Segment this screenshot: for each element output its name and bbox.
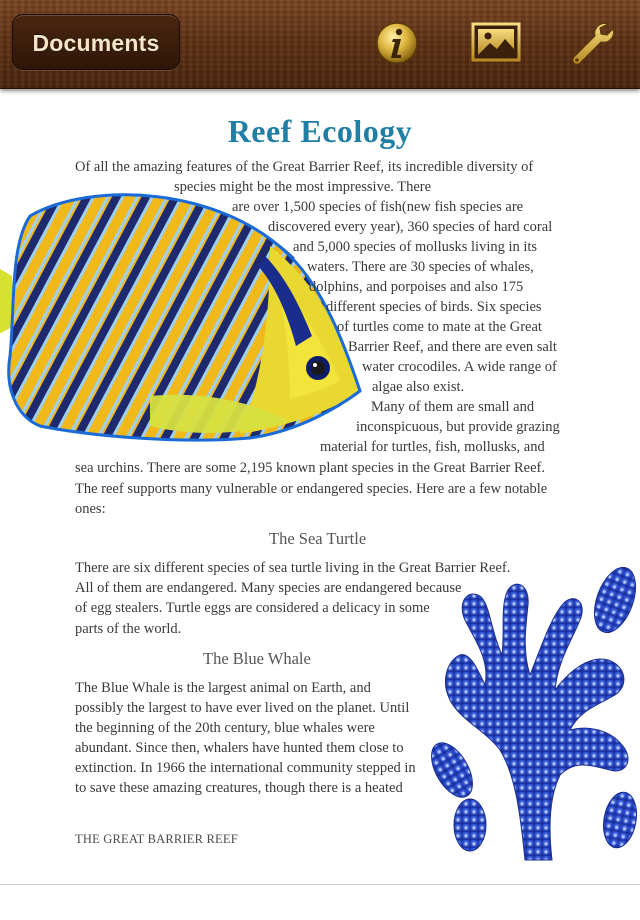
intro-line: different species of birds. Six species (326, 299, 542, 315)
intro-line: waters. There are 30 species of whales, (307, 259, 534, 275)
paragraph-line: All of them are endangered. Many species are endangered because (75, 580, 462, 596)
intro-line: Barrier Reef, and there are even salt (348, 339, 557, 355)
intro-line: sea urchins. There are some 2,195 known plant species in the Great Barrier Reef. (75, 460, 546, 476)
intro-line: ones: (75, 501, 106, 517)
intro-line: inconspicuous, but provide grazing (356, 419, 560, 435)
blue-coral-image (430, 560, 640, 865)
page-title: Reef Ecology (227, 113, 413, 149)
paragraph-line: abundant. Since then, whalers have hunted them close to (75, 740, 404, 756)
paragraph-line: the beginning of the 20th century, blue whales were (75, 720, 375, 736)
info-icon[interactable] (372, 18, 422, 68)
section-heading-blue-whale: The Blue Whale (203, 649, 311, 668)
paragraph-line: of egg stealers. Turtle eggs are considered a delicacy in some (75, 600, 430, 616)
paragraph-line: parts of the world. (75, 621, 182, 637)
wrench-icon[interactable] (568, 18, 618, 68)
documents-button[interactable]: Documents (12, 14, 180, 70)
intro-line: of turtles come to mate at the Great (337, 319, 542, 335)
paragraph-line: The Blue Whale is the largest animal on Earth, and (75, 680, 371, 696)
intro-line: discovered every year), 360 species of hard coral (268, 219, 553, 235)
running-footer: THE GREAT BARRIER REEF (75, 832, 238, 846)
intro-line: species might be the most impressive. There (174, 179, 432, 195)
paragraph-line: possibly the largest to have ever lived on the planet. Until (75, 700, 410, 716)
paragraph-line: to save these amazing creatures, though there is a heated (75, 780, 403, 796)
intro-line: water crocodiles. A wide range of (362, 359, 557, 375)
intro-line: and 5,000 species of mollusks living in its (293, 239, 538, 255)
bottom-divider (0, 884, 640, 885)
intro-line: material for turtles, fish, mollusks, and (320, 439, 545, 455)
intro-line: are over 1,500 species of fish(new fish species are (232, 199, 524, 215)
intro-line: dolphins, and porpoises and also 175 (309, 279, 524, 295)
paragraph-line: There are six different species of sea turtle living in the Great Barrier Reef. (75, 560, 511, 576)
intro-line: The reef supports many vulnerable or endangered species. Here are a few notable (75, 481, 548, 497)
paragraph-line: extinction. In 1966 the international community stepped in (75, 760, 416, 776)
intro-line: Of all the amazing features of the Great Barrier Reef, its incredible diversity of (75, 159, 534, 175)
intro-line: Many of them are small and (371, 399, 535, 415)
image-icon[interactable] (470, 18, 522, 68)
section-heading-sea-turtle: The Sea Turtle (269, 529, 367, 548)
toolbar (0, 0, 640, 89)
intro-line: algae also exist. (372, 379, 465, 395)
